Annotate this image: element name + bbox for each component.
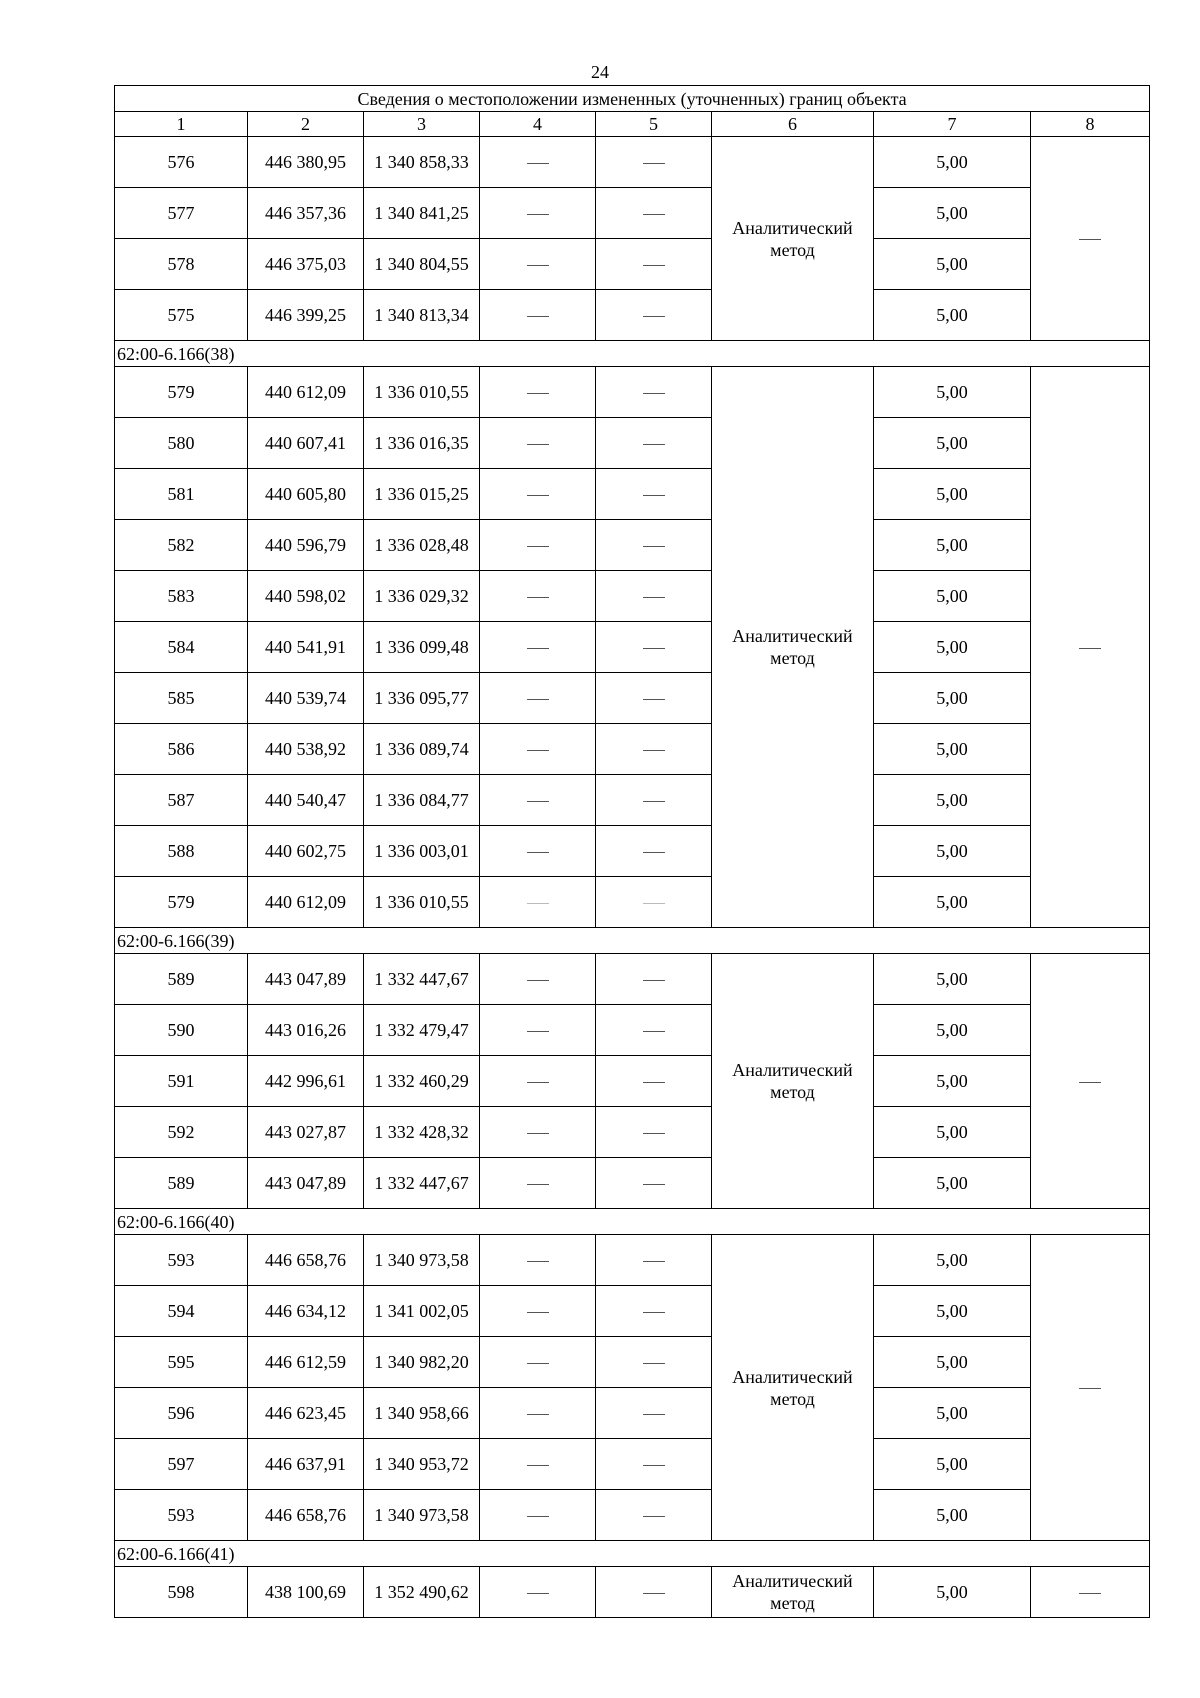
dash-mark [643, 1184, 665, 1185]
coord-y: 1 336 089,74 [364, 724, 480, 775]
coord-x: 440 596,79 [248, 520, 364, 571]
method-cell: Аналитический метод [712, 1235, 874, 1541]
point-number: 592 [115, 1107, 248, 1158]
column-5-cell [596, 1388, 712, 1439]
dash-mark [527, 393, 549, 394]
column-8-cell [1031, 1567, 1150, 1618]
point-number: 578 [115, 239, 248, 290]
coord-x: 446 623,45 [248, 1388, 364, 1439]
column-4-cell [480, 571, 596, 622]
table-row [115, 290, 1150, 341]
column-4-cell [480, 1005, 596, 1056]
dash-mark [527, 648, 549, 649]
column-5-cell [596, 1337, 712, 1388]
accuracy-value: 5,00 [874, 1005, 1031, 1056]
column-5-cell [596, 622, 712, 673]
column-4-cell [480, 1490, 596, 1541]
column-8-cell [1031, 137, 1150, 341]
table-title: Сведения о местоположении измененных (уточненных) границ объекта [115, 86, 1150, 112]
coord-y: 1 336 010,55 [364, 367, 480, 418]
method-cell: Аналитический метод [712, 954, 874, 1209]
table-row [115, 877, 1150, 928]
accuracy-value: 5,00 [874, 1107, 1031, 1158]
column-5-cell [596, 1107, 712, 1158]
dash-mark [643, 1082, 665, 1083]
dash-mark [527, 444, 549, 445]
coord-y: 1 340 973,58 [364, 1490, 480, 1541]
point-number: 585 [115, 673, 248, 724]
page-number: 24 [591, 62, 609, 82]
column-number: 2 [248, 112, 364, 137]
accuracy-value: 5,00 [874, 724, 1031, 775]
dash-mark [527, 546, 549, 547]
accuracy-value: 5,00 [874, 239, 1031, 290]
accuracy-value: 5,00 [874, 290, 1031, 341]
table-row [115, 1286, 1150, 1337]
coord-x: 446 634,12 [248, 1286, 364, 1337]
coord-x: 443 027,87 [248, 1107, 364, 1158]
table-row [115, 367, 1150, 418]
dash-mark [643, 546, 665, 547]
dash-mark [1079, 1388, 1101, 1389]
point-number: 586 [115, 724, 248, 775]
section-header: 62:00-6.166(38) [115, 341, 1150, 367]
dash-mark [527, 1133, 549, 1134]
table-row [115, 826, 1150, 877]
column-4-cell [480, 1235, 596, 1286]
column-5-cell [596, 137, 712, 188]
column-4-cell [480, 290, 596, 341]
coord-x: 440 540,47 [248, 775, 364, 826]
column-5-cell [596, 571, 712, 622]
table-row [115, 622, 1150, 673]
coord-x: 438 100,69 [248, 1567, 364, 1618]
column-5-cell [596, 954, 712, 1005]
coord-x: 440 541,91 [248, 622, 364, 673]
dash-mark [643, 903, 665, 904]
column-4-cell [480, 622, 596, 673]
column-5-cell [596, 1567, 712, 1618]
accuracy-value: 5,00 [874, 418, 1031, 469]
coord-x: 440 598,02 [248, 571, 364, 622]
accuracy-value: 5,00 [874, 826, 1031, 877]
coord-y: 1 340 982,20 [364, 1337, 480, 1388]
column-5-cell [596, 673, 712, 724]
method-cell: Аналитический метод [712, 1567, 874, 1618]
column-5-cell [596, 188, 712, 239]
column-5-cell [596, 239, 712, 290]
coord-y: 1 332 460,29 [364, 1056, 480, 1107]
coord-x: 440 612,09 [248, 367, 364, 418]
accuracy-value: 5,00 [874, 520, 1031, 571]
column-8-cell [1031, 1235, 1150, 1541]
dash-mark [527, 1465, 549, 1466]
column-5-cell [596, 1235, 712, 1286]
coord-x: 446 658,76 [248, 1235, 364, 1286]
dash-mark [527, 1516, 549, 1517]
table-row [115, 571, 1150, 622]
column-4-cell [480, 418, 596, 469]
point-number: 576 [115, 137, 248, 188]
point-number: 590 [115, 1005, 248, 1056]
dash-mark [643, 1133, 665, 1134]
point-number: 581 [115, 469, 248, 520]
table-row [115, 954, 1150, 1005]
accuracy-value: 5,00 [874, 877, 1031, 928]
coord-y: 1 336 095,77 [364, 673, 480, 724]
dash-mark [643, 597, 665, 598]
dash-mark [527, 316, 549, 317]
dash-mark [643, 444, 665, 445]
column-4-cell [480, 469, 596, 520]
coord-x: 446 612,59 [248, 1337, 364, 1388]
point-number: 596 [115, 1388, 248, 1439]
coord-x: 440 605,80 [248, 469, 364, 520]
accuracy-value: 5,00 [874, 1235, 1031, 1286]
column-number: 6 [712, 112, 874, 137]
table-row [115, 1567, 1150, 1618]
column-4-cell [480, 1107, 596, 1158]
table-row [115, 188, 1150, 239]
dash-mark [1079, 239, 1101, 240]
dash-mark [527, 597, 549, 598]
dash-mark [527, 163, 549, 164]
point-number: 582 [115, 520, 248, 571]
column-5-cell [596, 520, 712, 571]
dash-mark [527, 903, 549, 904]
coord-y: 1 340 953,72 [364, 1439, 480, 1490]
column-5-cell [596, 724, 712, 775]
point-number: 577 [115, 188, 248, 239]
coord-y: 1 332 447,67 [364, 1158, 480, 1209]
point-number: 595 [115, 1337, 248, 1388]
dash-mark [643, 1363, 665, 1364]
dash-mark [527, 1363, 549, 1364]
coord-x: 440 539,74 [248, 673, 364, 724]
point-number: 593 [115, 1490, 248, 1541]
column-5-cell [596, 1439, 712, 1490]
column-4-cell [480, 1337, 596, 1388]
accuracy-value: 5,00 [874, 1439, 1031, 1490]
accuracy-value: 5,00 [874, 622, 1031, 673]
point-number: 589 [115, 954, 248, 1005]
coord-y: 1 336 010,55 [364, 877, 480, 928]
dash-mark [643, 801, 665, 802]
column-4-cell [480, 1388, 596, 1439]
accuracy-value: 5,00 [874, 1158, 1031, 1209]
point-number: 587 [115, 775, 248, 826]
coord-x: 440 538,92 [248, 724, 364, 775]
column-5-cell [596, 290, 712, 341]
column-8-cell [1031, 954, 1150, 1209]
method-cell: Аналитический метод [712, 137, 874, 341]
accuracy-value: 5,00 [874, 673, 1031, 724]
table-row [115, 137, 1150, 188]
column-4-cell [480, 239, 596, 290]
point-number: 594 [115, 1286, 248, 1337]
coord-y: 1 352 490,62 [364, 1567, 480, 1618]
coord-y: 1 332 447,67 [364, 954, 480, 1005]
coord-y: 1 336 016,35 [364, 418, 480, 469]
table-row [115, 520, 1150, 571]
section-header: 62:00-6.166(41) [115, 1541, 1150, 1567]
table-row [115, 239, 1150, 290]
dash-mark [643, 1465, 665, 1466]
coord-y: 1 336 084,77 [364, 775, 480, 826]
column-5-cell [596, 367, 712, 418]
column-4-cell [480, 826, 596, 877]
coord-y: 1 340 958,66 [364, 1388, 480, 1439]
dash-mark [527, 699, 549, 700]
accuracy-value: 5,00 [874, 775, 1031, 826]
column-4-cell [480, 877, 596, 928]
column-5-cell [596, 1158, 712, 1209]
dash-mark [527, 1031, 549, 1032]
dash-mark [643, 214, 665, 215]
point-number: 584 [115, 622, 248, 673]
dash-mark [527, 1082, 549, 1083]
column-4-cell [480, 1439, 596, 1490]
coord-x: 440 607,41 [248, 418, 364, 469]
accuracy-value: 5,00 [874, 1056, 1031, 1107]
column-4-cell [480, 137, 596, 188]
dash-mark [527, 980, 549, 981]
dash-mark [643, 852, 665, 853]
section-header-row [115, 1209, 1150, 1235]
column-4-cell [480, 1286, 596, 1337]
dash-mark [643, 265, 665, 266]
dash-mark [643, 163, 665, 164]
point-number: 575 [115, 290, 248, 341]
column-5-cell [596, 1286, 712, 1337]
point-number: 591 [115, 1056, 248, 1107]
accuracy-value: 5,00 [874, 367, 1031, 418]
column-4-cell [480, 1158, 596, 1209]
coord-y: 1 336 029,32 [364, 571, 480, 622]
column-5-cell [596, 775, 712, 826]
dash-mark [1079, 648, 1101, 649]
column-4-cell [480, 367, 596, 418]
coord-x: 446 357,36 [248, 188, 364, 239]
coord-y: 1 332 428,32 [364, 1107, 480, 1158]
coord-y: 1 340 804,55 [364, 239, 480, 290]
column-5-cell [596, 826, 712, 877]
dash-mark [643, 980, 665, 981]
point-number: 593 [115, 1235, 248, 1286]
dash-mark [527, 801, 549, 802]
section-header-row [115, 928, 1150, 954]
coord-x: 446 399,25 [248, 290, 364, 341]
column-4-cell [480, 775, 596, 826]
table-row [115, 1235, 1150, 1286]
dash-mark [643, 1593, 665, 1594]
accuracy-value: 5,00 [874, 571, 1031, 622]
dash-mark [643, 1312, 665, 1313]
accuracy-value: 5,00 [874, 1490, 1031, 1541]
point-number: 580 [115, 418, 248, 469]
coord-x: 446 380,95 [248, 137, 364, 188]
section-header: 62:00-6.166(39) [115, 928, 1150, 954]
column-number: 3 [364, 112, 480, 137]
column-number: 1 [115, 112, 248, 137]
column-5-cell [596, 877, 712, 928]
dash-mark [527, 214, 549, 215]
column-5-cell [596, 418, 712, 469]
column-4-cell [480, 954, 596, 1005]
table-row [115, 724, 1150, 775]
table-row [115, 1490, 1150, 1541]
accuracy-value: 5,00 [874, 1337, 1031, 1388]
point-number: 598 [115, 1567, 248, 1618]
table-row [115, 1439, 1150, 1490]
section-header-row [115, 341, 1150, 367]
accuracy-value: 5,00 [874, 954, 1031, 1005]
dash-mark [643, 1516, 665, 1517]
dash-mark [527, 1414, 549, 1415]
column-4-cell [480, 724, 596, 775]
dash-mark [527, 1184, 549, 1185]
coord-x: 440 612,09 [248, 877, 364, 928]
column-4-cell [480, 188, 596, 239]
table-row [115, 673, 1150, 724]
column-4-cell [480, 673, 596, 724]
table-row [115, 1056, 1150, 1107]
section-header: 62:00-6.166(40) [115, 1209, 1150, 1235]
column-5-cell [596, 1490, 712, 1541]
table-row [115, 1388, 1150, 1439]
coord-x: 440 602,75 [248, 826, 364, 877]
point-number: 589 [115, 1158, 248, 1209]
column-number-row [115, 112, 1150, 137]
dash-mark [643, 648, 665, 649]
column-5-cell [596, 469, 712, 520]
dash-mark [643, 699, 665, 700]
table-row [115, 1158, 1150, 1209]
coord-y: 1 332 479,47 [364, 1005, 480, 1056]
coord-y: 1 341 002,05 [364, 1286, 480, 1337]
coord-y: 1 340 841,25 [364, 188, 480, 239]
dash-mark [643, 1031, 665, 1032]
coord-y: 1 336 003,01 [364, 826, 480, 877]
accuracy-value: 5,00 [874, 469, 1031, 520]
dash-mark [527, 1312, 549, 1313]
coord-y: 1 336 099,48 [364, 622, 480, 673]
column-number: 4 [480, 112, 596, 137]
coord-x: 443 047,89 [248, 954, 364, 1005]
table-row [115, 1005, 1150, 1056]
point-number: 588 [115, 826, 248, 877]
table-row [115, 469, 1150, 520]
dash-mark [527, 852, 549, 853]
coord-x: 446 637,91 [248, 1439, 364, 1490]
point-number: 583 [115, 571, 248, 622]
column-4-cell [480, 1567, 596, 1618]
dash-mark [643, 1261, 665, 1262]
section-header-row [115, 1541, 1150, 1567]
accuracy-value: 5,00 [874, 188, 1031, 239]
dash-mark [527, 750, 549, 751]
dash-mark [527, 1261, 549, 1262]
accuracy-value: 5,00 [874, 1567, 1031, 1618]
table-row [115, 1337, 1150, 1388]
table-row [115, 775, 1150, 826]
boundary-table [114, 85, 1150, 1618]
coord-y: 1 340 813,34 [364, 290, 480, 341]
point-number: 579 [115, 367, 248, 418]
coord-x: 443 016,26 [248, 1005, 364, 1056]
column-8-cell [1031, 367, 1150, 928]
dash-mark [643, 316, 665, 317]
dash-mark [1079, 1593, 1101, 1594]
coord-y: 1 340 973,58 [364, 1235, 480, 1286]
column-5-cell [596, 1056, 712, 1107]
coord-x: 442 996,61 [248, 1056, 364, 1107]
accuracy-value: 5,00 [874, 1286, 1031, 1337]
column-4-cell [480, 1056, 596, 1107]
accuracy-value: 5,00 [874, 1388, 1031, 1439]
column-4-cell [480, 520, 596, 571]
dash-mark [527, 1593, 549, 1594]
method-cell: Аналитический метод [712, 367, 874, 928]
dash-mark [643, 1414, 665, 1415]
column-number: 7 [874, 112, 1031, 137]
coord-y: 1 336 015,25 [364, 469, 480, 520]
dash-mark [527, 265, 549, 266]
point-number: 579 [115, 877, 248, 928]
column-5-cell [596, 1005, 712, 1056]
column-number: 5 [596, 112, 712, 137]
coord-y: 1 336 028,48 [364, 520, 480, 571]
accuracy-value: 5,00 [874, 137, 1031, 188]
table-body [115, 86, 1150, 1618]
coord-x: 446 375,03 [248, 239, 364, 290]
dash-mark [643, 495, 665, 496]
coord-y: 1 340 858,33 [364, 137, 480, 188]
table-row [115, 418, 1150, 469]
table-title-row [115, 86, 1150, 112]
coord-x: 446 658,76 [248, 1490, 364, 1541]
dash-mark [1079, 1082, 1101, 1083]
dash-mark [643, 750, 665, 751]
table-row [115, 1107, 1150, 1158]
dash-mark [527, 495, 549, 496]
column-number: 8 [1031, 112, 1150, 137]
dash-mark [643, 393, 665, 394]
point-number: 597 [115, 1439, 248, 1490]
coord-x: 443 047,89 [248, 1158, 364, 1209]
